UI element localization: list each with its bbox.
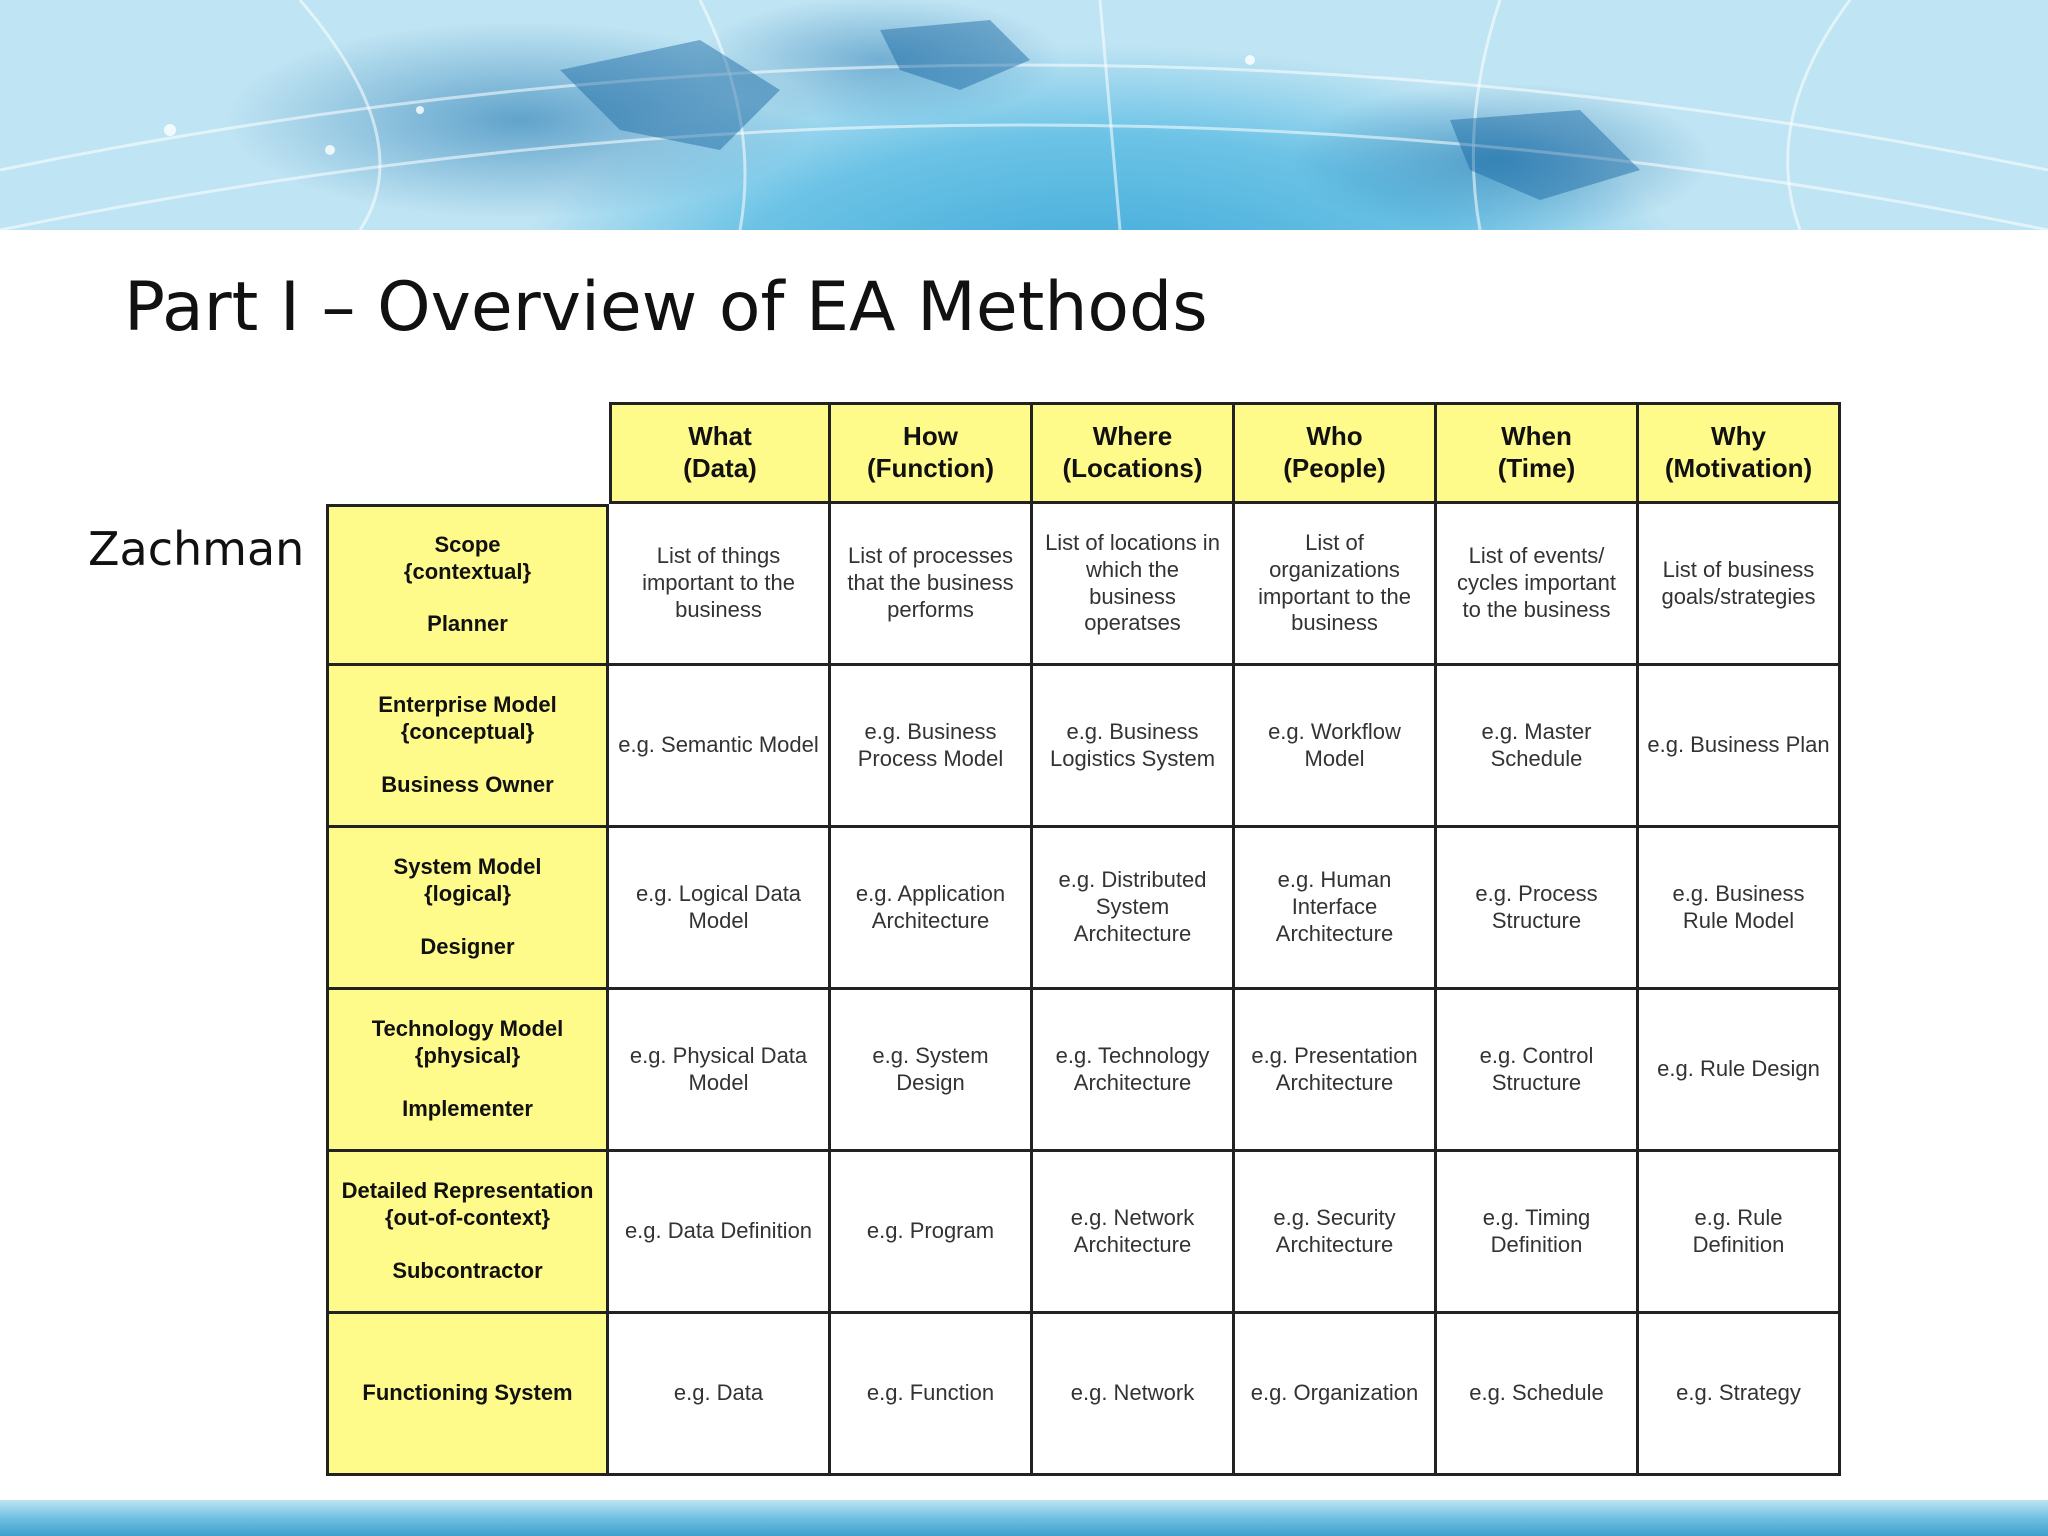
globe-grid-graphic <box>0 0 2048 230</box>
table-cell: e.g. Control Structure <box>1437 990 1639 1152</box>
table-cell: e.g. Workflow Model <box>1235 666 1437 828</box>
row-header-role: Implementer <box>402 1095 533 1121</box>
column-header-label: When <box>1501 421 1572 452</box>
row-header-name: System Model <box>393 854 542 880</box>
row-header-enterprise-model <box>326 666 609 828</box>
row-header-role: Designer <box>420 933 515 959</box>
header-banner <box>0 0 2048 230</box>
table-cell: e.g. Rule Design <box>1639 990 1841 1152</box>
row-header-role: Business Owner <box>381 771 554 797</box>
row-header-name: Scope <box>434 531 501 557</box>
column-header-when <box>1437 402 1639 504</box>
table-cell: e.g. Strategy <box>1639 1314 1841 1476</box>
table-cell: e.g. Human Interface Architecture <box>1235 828 1437 990</box>
table-cell: e.g. Presentation Architecture <box>1235 990 1437 1152</box>
table-cell: List of business goals/strategies <box>1639 504 1841 666</box>
slide-title: Part I – Overview of EA Methods <box>124 268 1208 347</box>
column-header-label: How <box>903 421 958 452</box>
row-header-view: {physical} <box>414 1043 521 1069</box>
row-header-view: {contextual} <box>403 558 532 584</box>
row-header-detailed-representation <box>326 1152 609 1314</box>
row-header-scope <box>326 504 609 666</box>
row-header-functioning-system <box>326 1314 609 1476</box>
table-cell: List of locations in which the business operatses <box>1033 504 1235 666</box>
row-header-role: Planner <box>427 611 508 637</box>
table-cell: e.g. Network Architecture <box>1033 1152 1235 1314</box>
column-header-sub: (People) <box>1283 453 1386 483</box>
column-header-sub: (Time) <box>1497 453 1576 483</box>
table-cell: e.g. Program <box>831 1152 1033 1314</box>
table-cell: List of things important to the business <box>609 504 831 666</box>
table-cell: e.g. Network <box>1033 1314 1235 1476</box>
table-cell: e.g. Process Structure <box>1437 828 1639 990</box>
column-header-who <box>1235 402 1437 504</box>
row-header-view: {logical} <box>424 881 511 907</box>
column-header-how <box>831 402 1033 504</box>
table-cell: e.g. Business Process Model <box>831 666 1033 828</box>
table-cell: e.g. Physical Data Model <box>609 990 831 1152</box>
row-header-view: {conceptual} <box>400 719 535 745</box>
table-cell: e.g. Semantic Model <box>609 666 831 828</box>
column-header-label: Why <box>1711 421 1766 452</box>
column-header-what <box>609 402 831 504</box>
table-cell: e.g. Function <box>831 1314 1033 1476</box>
table-cell: e.g. Master Schedule <box>1437 666 1639 828</box>
framework-label: Zachman <box>88 522 305 576</box>
table-cell: e.g. Application Architecture <box>831 828 1033 990</box>
table-corner <box>326 402 609 504</box>
row-header-name: Functioning System <box>362 1380 573 1406</box>
table-cell: e.g. Rule Definition <box>1639 1152 1841 1314</box>
table-cell: List of events/ cycles important to the business <box>1437 504 1639 666</box>
row-header-name: Detailed Representation <box>341 1178 594 1204</box>
table-cell: e.g. Logical Data Model <box>609 828 831 990</box>
table-cell: e.g. Timing Definition <box>1437 1152 1639 1314</box>
column-header-sub: (Locations) <box>1062 453 1203 483</box>
row-header-view: {out-of-context} <box>385 1205 550 1231</box>
table-cell: e.g. Business Rule Model <box>1639 828 1841 990</box>
row-header-technology-model <box>326 990 609 1152</box>
row-header-name: Technology Model <box>371 1016 564 1042</box>
table-cell: e.g. Data Definition <box>609 1152 831 1314</box>
table-cell: List of processes that the business performs <box>831 504 1033 666</box>
column-header-sub: (Data) <box>683 453 757 483</box>
column-header-label: Who <box>1306 421 1363 452</box>
column-header-sub: (Motivation) <box>1664 453 1813 483</box>
table-cell: e.g. System Design <box>831 990 1033 1152</box>
footer-banner <box>0 1500 2048 1536</box>
table-cell: e.g. Business Logistics System <box>1033 666 1235 828</box>
zachman-table <box>326 402 1841 1476</box>
column-header-label: What <box>688 421 752 452</box>
table-cell: List of organizations important to the business <box>1235 504 1437 666</box>
table-cell: e.g. Data <box>609 1314 831 1476</box>
row-header-system-model <box>326 828 609 990</box>
table-cell: e.g. Technology Architecture <box>1033 990 1235 1152</box>
column-header-label: Where <box>1092 421 1173 452</box>
column-header-where <box>1033 402 1235 504</box>
table-cell: e.g. Schedule <box>1437 1314 1639 1476</box>
row-header-role: Subcontractor <box>392 1257 543 1283</box>
table-cell: e.g. Security Architecture <box>1235 1152 1437 1314</box>
table-cell: e.g. Business Plan <box>1639 666 1841 828</box>
row-header-name: Enterprise Model <box>378 692 557 718</box>
column-header-why <box>1639 402 1841 504</box>
table-cell: e.g. Distributed System Architecture <box>1033 828 1235 990</box>
table-cell: e.g. Organization <box>1235 1314 1437 1476</box>
column-header-sub: (Function) <box>866 453 995 483</box>
